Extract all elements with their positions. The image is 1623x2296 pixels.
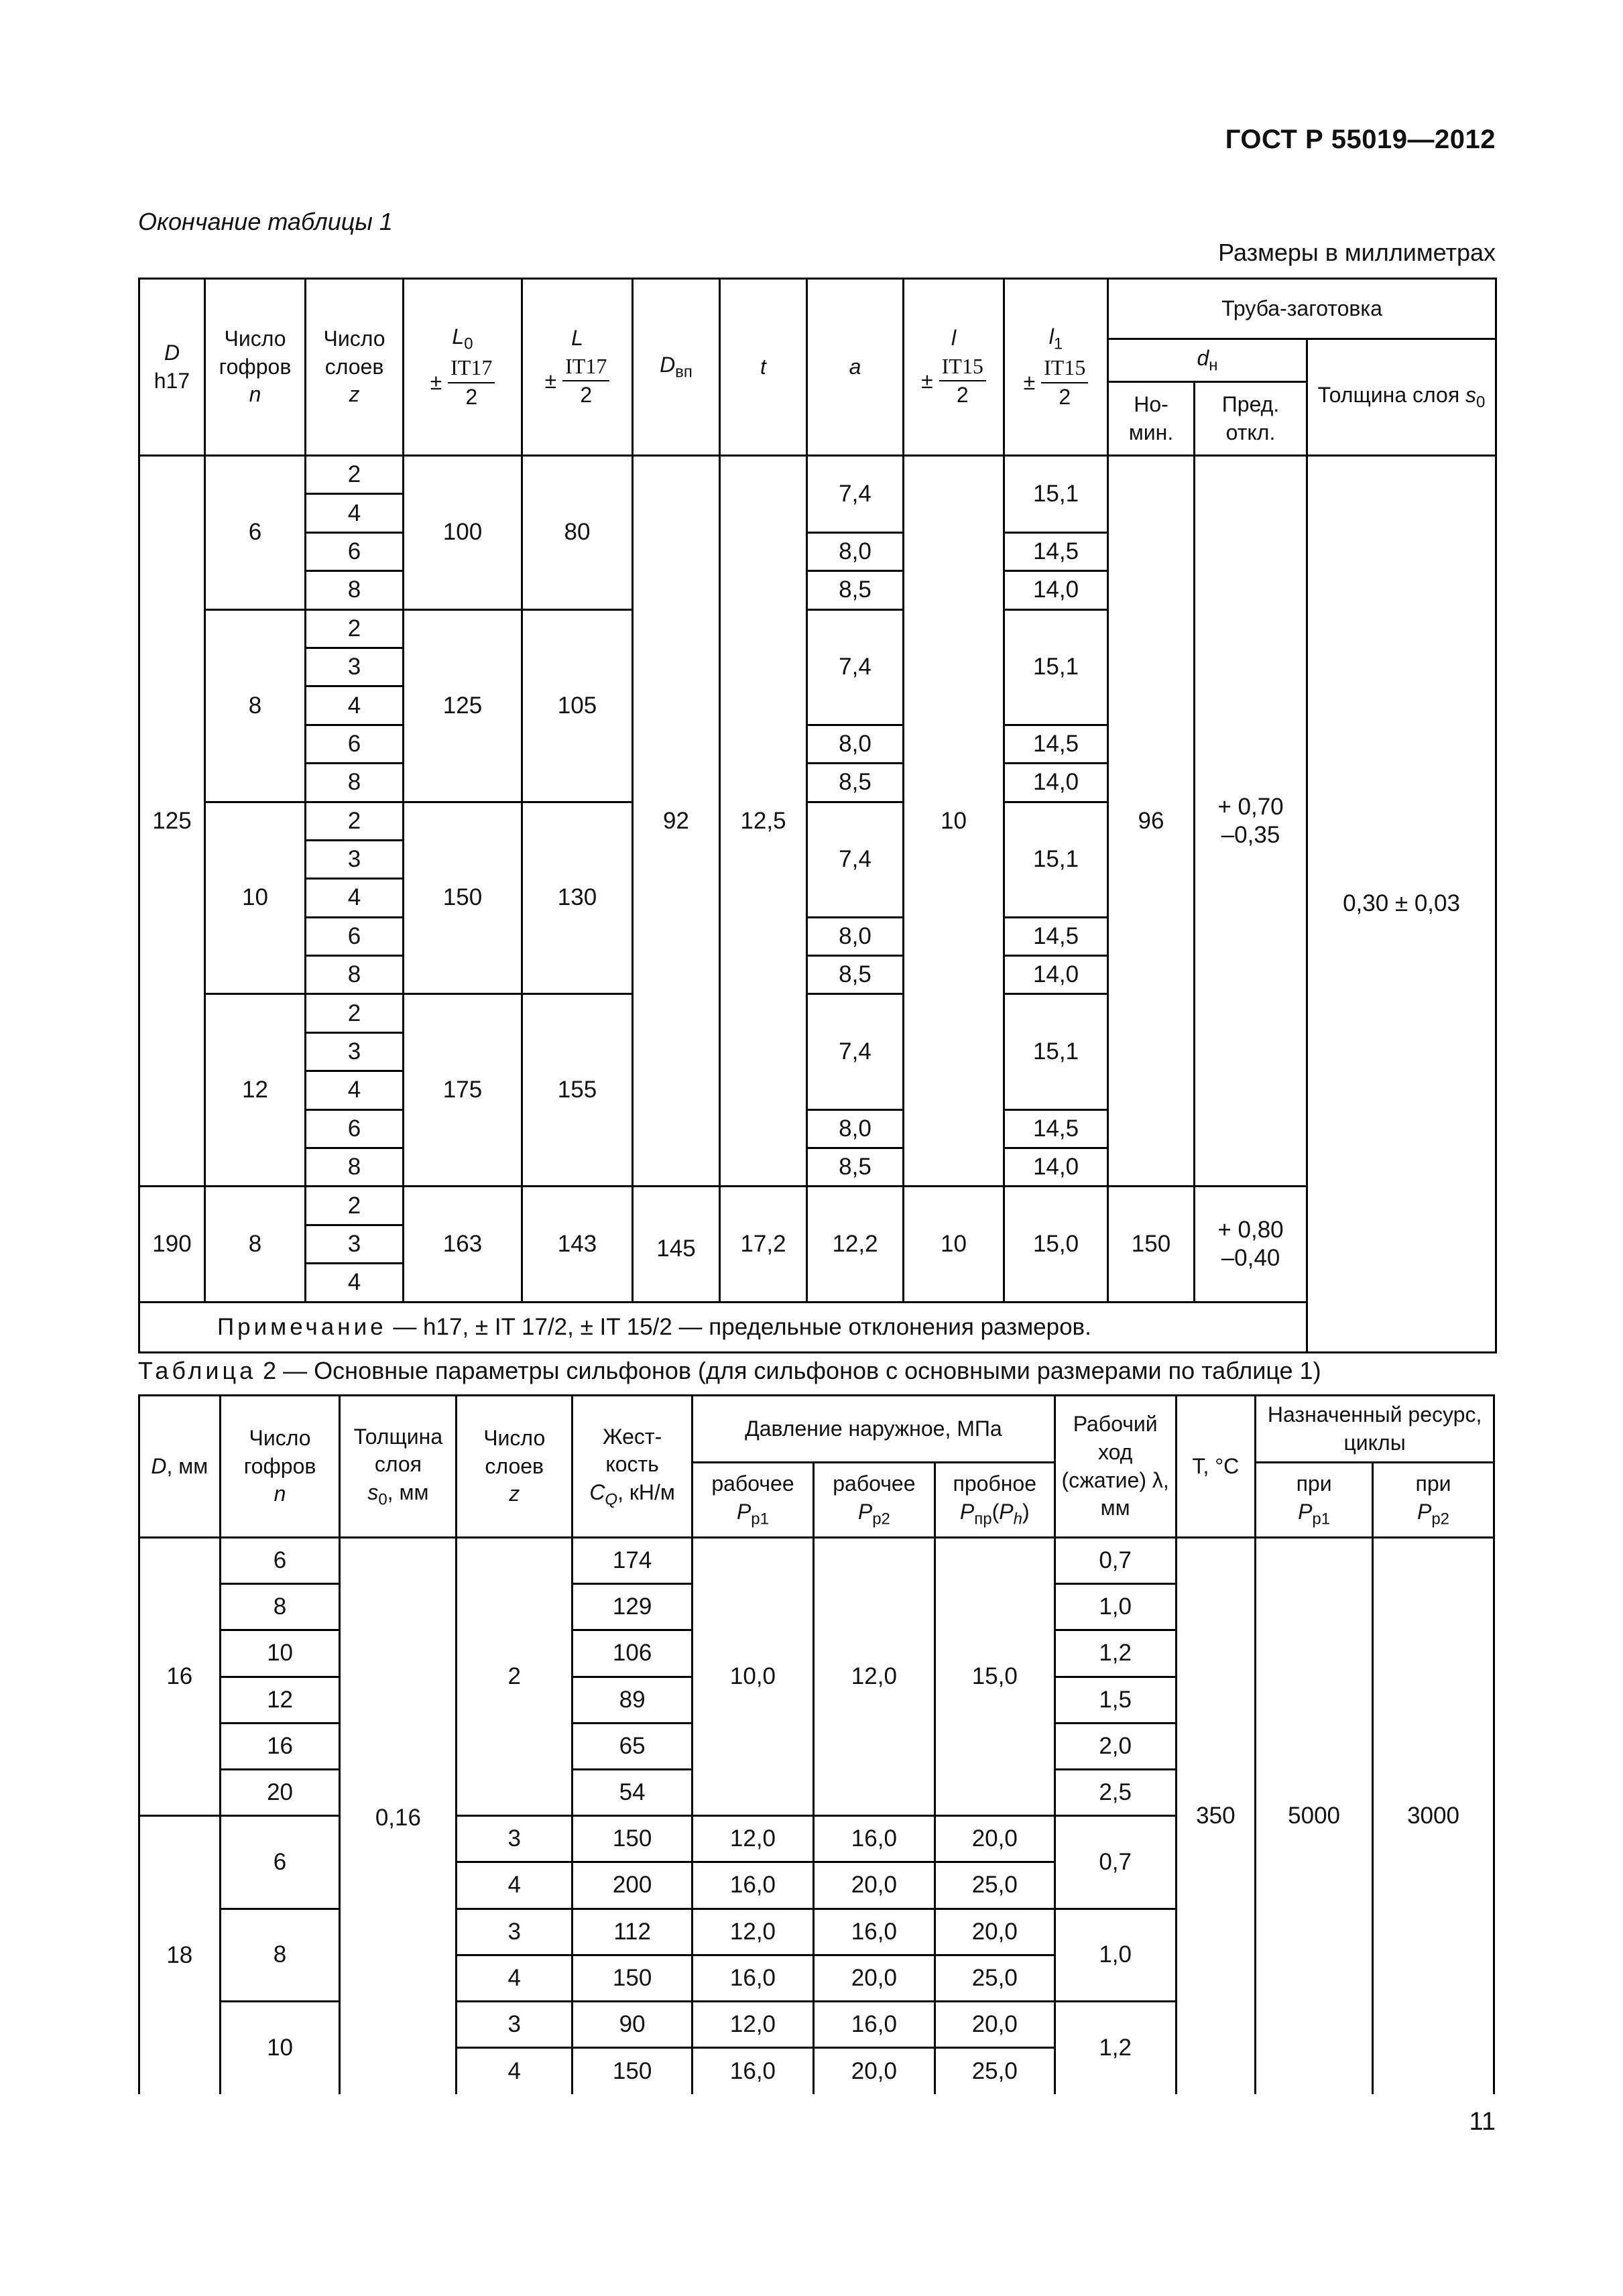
cell-stroke: 2,0 [1055,1723,1176,1769]
cell-z: 3 [306,840,404,878]
units-caption: Размеры в миллиметрах [1218,239,1496,266]
cell-a: 7,4 [807,802,904,917]
cell-a: 7,4 [807,456,904,533]
cell-pressure-p2: 20,0 [813,1862,935,1909]
header-a: a [807,279,904,456]
cell-pressure-p2: 12,0 [813,1538,935,1816]
cell-n: 6 [220,1538,340,1584]
cell-pressure-p1: 12,0 [693,1816,814,1862]
cell-pressure-test: 25,0 [935,1862,1055,1909]
cell-l1: 14,5 [1004,725,1108,763]
cell-pressure-p1: 16,0 [693,1862,814,1909]
cell-n: 10 [220,1630,340,1677]
cell-stiffness: 174 [573,1538,693,1584]
cell-stiffness: 112 [573,1909,693,1955]
cell-l1: 14,5 [1004,1109,1108,1148]
cell-l1: 14,5 [1004,917,1108,955]
cell-stiffness: 150 [573,1955,693,2001]
cell-a: 12,2 [807,1187,904,1302]
cell-pressure-p2: 20,0 [813,1955,935,2001]
cell-z: 4 [306,494,404,532]
cell-z: 2 [306,456,404,494]
header-corrugations: Число гофров n [220,1396,340,1538]
cell-l1: 15,1 [1004,802,1108,917]
table-note: Примечание — h17, ± IT 17/2, ± IT 15/2 — предельные отклонения размеров. [139,1302,1496,1352]
header-corrugations: Число гофров n [205,279,306,456]
cell-pressure-p1: 16,0 [693,1955,814,2001]
cell-stroke: 1,2 [1055,1630,1176,1677]
cell-l1: 15,1 [1004,456,1108,533]
cell-l1: 15,1 [1004,609,1108,725]
cell-a: 8,5 [807,956,904,994]
cell-z: 8 [306,956,404,994]
cell-z: 3 [457,1909,573,1955]
cell-a: 8,0 [807,532,904,570]
standard-code: ГОСТ Р 55019—2012 [1225,125,1496,154]
cell-dn-nominal: 150 [1108,1187,1195,1302]
continuation-caption: Окончание таблицы 1 [138,208,393,235]
cell-l1: 14,0 [1004,764,1108,802]
cell-pressure-test: 15,0 [935,1538,1055,1816]
cell-l: 10 [904,456,1004,1187]
cell-dn-nominal: 96 [1108,456,1195,1187]
cell-stroke: 1,0 [1055,1909,1176,2001]
header-temperature: T, °C [1176,1396,1256,1538]
cell-n: 20 [220,1769,340,1815]
header-l: l ± $\frac{IT15}{2}$ [904,279,1004,456]
cell-l: 10 [904,1187,1004,1302]
header-l1: $l_1$ ± $\frac{IT15}{2}$ [1004,279,1108,456]
header-pipe: Труба-заготовка [1108,279,1496,339]
cell-n: 6 [205,456,306,610]
cell-z: 8 [306,571,404,609]
cell-stiffness: 200 [573,1862,693,1909]
cell-n: 16 [220,1723,340,1769]
header-thickness: Толщина слоя $s_0$ [1307,339,1496,456]
cell-z: 6 [306,532,404,570]
cell-t: 17,2 [720,1187,807,1302]
cell-layer-thickness: 0,16 [340,1538,457,2094]
cell-thickness: 0,30 ± 0,03 [1307,456,1496,1353]
page-number: 11 [1469,2108,1496,2136]
table2-caption: Таблица 2 — Основные параметры сильфонов (для сильфонов с основными размерами по таблице 1) [138,1357,1321,1384]
cell-n: 6 [220,1816,340,1909]
dimensions-table [138,278,1497,1353]
cell-L: 143 [522,1187,633,1302]
cell-z: 3 [457,2001,573,2047]
cell-z: 3 [306,1225,404,1263]
cell-n: 8 [220,1584,340,1630]
header-pressure: Давление наружное, МПа [693,1396,1055,1463]
cell-stroke: 1,2 [1055,2001,1176,2094]
cell-z: 4 [457,2048,573,2094]
cell-pressure-test: 20,0 [935,2001,1055,2047]
cell-z: 3 [306,1032,404,1071]
cell-pressure-p1: 16,0 [693,2048,814,2094]
cell-stiffness: 150 [573,2048,693,2094]
cell-pressure-p2: 16,0 [813,1909,935,1955]
cell-z: 4 [306,686,404,725]
header-dn-deviation: Пред. откл. [1195,382,1307,456]
cell-L0: 150 [404,802,522,994]
cell-L: 80 [522,456,633,610]
cell-n: 8 [205,1187,306,1302]
cell-temperature: 350 [1176,1538,1256,2094]
cell-l1: 14,0 [1004,571,1108,609]
cell-z: 6 [306,1109,404,1148]
cell-stiffness: 129 [573,1584,693,1630]
cell-z: 8 [306,764,404,802]
cell-t: 12,5 [720,456,807,1187]
cell-dn-deviation: + 0,70 –0,35 [1195,456,1307,1187]
cell-z: 2 [306,994,404,1032]
cell-a: 8,0 [807,917,904,955]
cell-stiffness: 89 [573,1677,693,1723]
cell-l1: 14,5 [1004,532,1108,570]
cell-a: 8,0 [807,1109,904,1148]
cell-D-190: 190 [139,1187,205,1302]
cell-D-16: 16 [139,1538,221,1816]
header-pressure-test: пробное $P_{пр}(P_h)$ [935,1463,1055,1538]
cell-z: 2 [306,609,404,648]
cell-stiffness: 54 [573,1769,693,1815]
header-L: L ± $\frac{IT17}{2}$ [522,279,633,456]
cell-pressure-test: 20,0 [935,1909,1055,1955]
parameters-table [138,1394,1495,2094]
header-layer-thickness: Толщина слоя $s_0$, мм [340,1396,457,1538]
cell-a: 8,5 [807,571,904,609]
cell-pressure-p2: 16,0 [813,1816,935,1862]
cell-L0: 125 [404,609,522,802]
cell-pressure-p1: 10,0 [693,1538,814,1816]
cell-stiffness: 90 [573,2001,693,2047]
cell-L0: 163 [404,1187,522,1302]
cell-L0: 100 [404,456,522,610]
cell-z: 4 [457,1862,573,1909]
cell-l1: 15,1 [1004,994,1108,1109]
cell-z: 4 [306,1264,404,1302]
cell-n: 8 [205,609,306,802]
cell-z: 8 [306,1148,404,1187]
cell-z: 2 [306,1187,404,1225]
cell-n: 10 [220,2001,340,2094]
cell-z: 4 [306,1071,404,1109]
header-dn: $d_н$ [1108,339,1307,382]
header-t: t [720,279,807,456]
cell-pressure-p1: 12,0 [693,2001,814,2047]
cell-stroke: 0,7 [1055,1538,1176,1584]
cell-a: 8,5 [807,1148,904,1187]
cell-a: 7,4 [807,609,904,725]
cell-z: 2 [306,802,404,840]
cell-pressure-p2: 16,0 [813,2001,935,2047]
cell-resource-p2: 3000 [1373,1538,1494,2094]
header-layers: Число слоев z [306,279,404,456]
cell-z: 4 [306,879,404,917]
cell-z: 3 [457,1816,573,1862]
cell-stroke: 1,5 [1055,1677,1176,1723]
cell-n: 10 [205,802,306,994]
cell-l1: 14,0 [1004,1148,1108,1187]
cell-resource-p1: 5000 [1256,1538,1373,2094]
cell-z: 6 [306,725,404,763]
cell-D-18: 18 [139,1816,221,2094]
cell-L: 105 [522,609,633,802]
header-resource: Назначенный ресурс, циклы [1256,1396,1494,1463]
header-layers: Число слоев z [457,1396,573,1538]
cell-z: 3 [306,648,404,686]
cell-l1: 14,0 [1004,956,1108,994]
cell-pressure-test: 20,0 [935,1816,1055,1862]
cell-z: 6 [306,917,404,955]
header-Dvp: $D_{вп}$ [633,279,720,456]
cell-dn-deviation: + 0,80 –0,40 [1195,1187,1307,1302]
header-D: D h17 [139,279,205,456]
header-resource-p2: при $P_{р2}$ [1373,1463,1494,1538]
cell-L: 155 [522,994,633,1187]
cell-stiffness: 65 [573,1723,693,1769]
cell-n: 12 [205,994,306,1187]
cell-D-125: 125 [139,456,205,1187]
cell-Dvp: 92 [633,456,720,1187]
cell-a: 7,4 [807,994,904,1109]
header-stroke: Рабочий ход (сжатие) λ, мм [1055,1396,1176,1538]
cell-Dvp: 145 [633,1187,720,1302]
header-L0: $L_0$ ± $\frac{IT17}{2}$ [404,279,522,456]
header-pressure-work1: рабочее $P_{р1}$ [693,1463,814,1538]
cell-z: 4 [457,1955,573,2001]
header-pressure-work2: рабочее $P_{р2}$ [813,1463,935,1538]
cell-pressure-test: 25,0 [935,1955,1055,2001]
cell-n: 8 [220,1909,340,2001]
cell-L: 130 [522,802,633,994]
header-resource-p1: при $P_{р1}$ [1256,1463,1373,1538]
cell-z: 2 [457,1538,573,1816]
header-D: D, мм [139,1396,221,1538]
cell-n: 12 [220,1677,340,1723]
header-dn-nominal: Но- мин. [1108,382,1195,456]
cell-L0: 175 [404,994,522,1187]
header-stiffness: Жест- кость $C_Q$, кН/м [573,1396,693,1538]
cell-stiffness: 106 [573,1630,693,1677]
cell-stiffness: 150 [573,1816,693,1862]
cell-a: 8,0 [807,725,904,763]
cell-a: 8,5 [807,764,904,802]
cell-pressure-test: 25,0 [935,2048,1055,2094]
cell-pressure-p2: 20,0 [813,2048,935,2094]
cell-stroke: 0,7 [1055,1816,1176,1909]
cell-stroke: 2,5 [1055,1769,1176,1815]
cell-pressure-p1: 12,0 [693,1909,814,1955]
cell-l1: 15,0 [1004,1187,1108,1302]
cell-stroke: 1,0 [1055,1584,1176,1630]
